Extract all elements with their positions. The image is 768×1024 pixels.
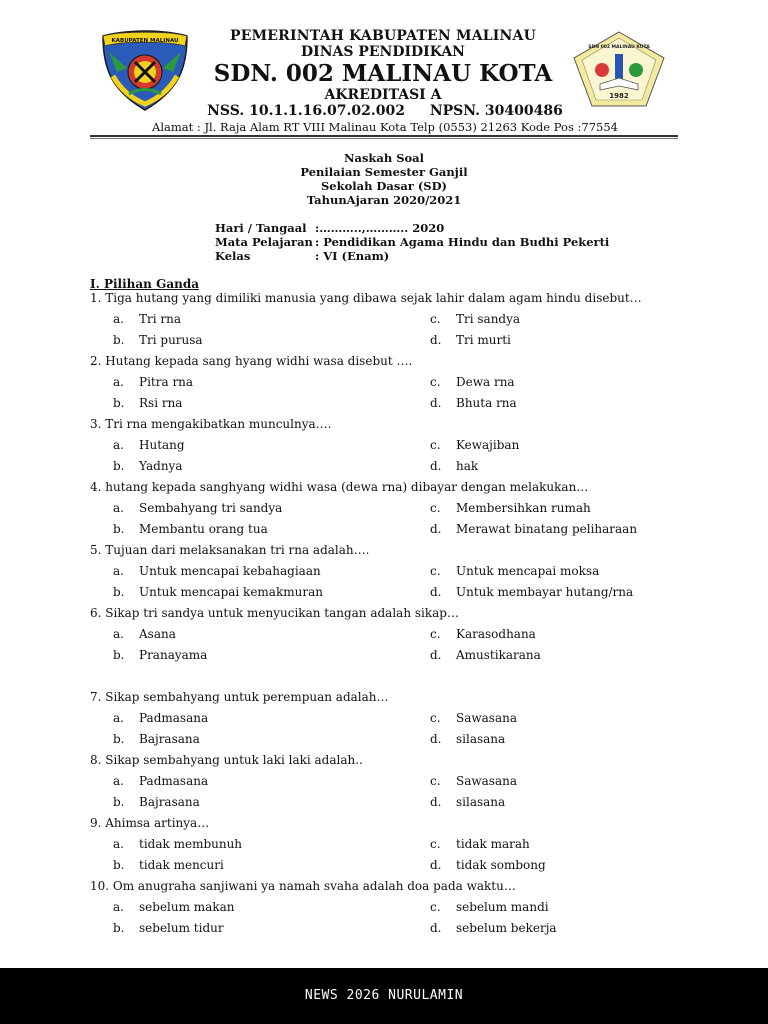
option-text: Bajrasana [139,795,200,809]
right-logo-year: 1982 [609,92,629,100]
option-a [113,711,208,725]
option-d [430,333,511,347]
letterhead-department: DINAS PENDIDIKAN [301,44,465,60]
left-logo-label: KABUPATEN MALINAU [111,38,179,44]
meta-class [215,249,389,263]
letterhead-divider [90,135,678,137]
right-logo-label: SDN 002 MALINAU KOTA [588,45,650,50]
doc-title: Naskah Soal [343,151,425,165]
option-letter: b. [113,333,125,347]
option-letter: a. [113,438,124,452]
option-text: Bhuta rna [456,396,517,410]
question-text: 7. Sikap sembahyang untuk perempuan adalah… [90,690,389,704]
option-letter: a. [113,900,124,914]
option-letter: d. [430,858,442,872]
option-a [113,627,176,641]
option-text: Merawat binatang peliharaan [456,522,638,536]
option-a [113,501,282,515]
option-c [430,501,591,515]
option-letter: a. [113,774,124,788]
question-text: 9. Ahimsa artinya… [90,816,210,830]
option-letter: d. [430,585,442,599]
option-letter: a. [113,501,124,515]
option-d [430,921,557,935]
option-letter: b. [113,396,125,410]
option-text: Bajrasana [139,732,200,746]
question-text: 3. Tri rna mengakibatkan munculnya…. [90,417,332,431]
option-text: Untuk mencapai moksa [456,564,600,578]
option-letter: c. [430,375,441,389]
option-c [430,837,530,851]
option-letter: c. [430,564,441,578]
option-text: Untuk mencapai kemakmuran [139,585,323,599]
option-d [430,522,637,536]
question-text: 1. Tiga hutang yang dimiliki manusia yang dibawa sejak lahir dalam agam hindu disebut… [90,291,642,305]
option-letter: c. [430,312,441,326]
question-text: 10. Om anugraha sanjiwani ya namah svaha adalah doa pada waktu… [90,879,516,893]
option-a [113,564,321,578]
option-b [113,396,182,410]
option-letter: a. [113,312,124,326]
option-d [430,585,633,599]
option-a [113,900,235,914]
option-letter: b. [113,795,125,809]
option-letter: c. [430,774,441,788]
option-b [113,795,200,809]
option-text: sebelum makan [139,900,235,914]
option-d [430,648,541,662]
school-address: Alamat : Jl. Raja Alam RT VIII Malinau Kota Telp (0553) 21263 Kode Pos :77554 [152,120,618,134]
option-text: Pranayama [139,648,208,662]
option-text: Tri purusa [139,333,203,347]
option-text: Asana [139,627,176,641]
option-a [113,375,193,389]
option-c [430,564,599,578]
option-text: silasana [456,732,506,746]
option-letter: b. [113,459,125,473]
meta-class-label: Kelas [215,249,251,263]
option-d [430,459,478,473]
option-text: tidak marah [456,837,530,851]
option-text: Sawasana [456,774,517,788]
option-text: Sawasana [456,711,517,725]
option-c [430,711,517,725]
option-a [113,438,185,452]
doc-subtitle-assessment: Penilaian Semester Ganjil [300,165,468,179]
option-text: Hutang [139,438,185,452]
option-text: Rsi rna [139,396,183,410]
option-letter: b. [113,921,125,935]
option-letter: c. [430,711,441,725]
option-text: Sembahyang tri sandya [139,501,283,515]
meta-subject-label: Mata Pelajaran [215,235,313,249]
option-letter: d. [430,459,442,473]
option-letter: a. [113,375,124,389]
option-letter: b. [113,858,125,872]
option-letter: a. [113,627,124,641]
option-c [430,774,517,788]
option-letter: d. [430,795,442,809]
meta-subject [215,235,609,249]
option-c [430,438,519,452]
option-text: tidak sombong [456,858,546,872]
option-text: Untuk membayar hutang/rna [456,585,634,599]
option-text: sebelum mandi [456,900,549,914]
option-b [113,858,224,872]
meta-day-label: Hari / Tangaal [215,221,307,235]
option-text: Amustikarana [456,648,541,662]
npsn-number: NPSN. 30400486 [429,103,563,119]
letterhead-government: PEMERINTAH KABUPATEN MALINAU [229,28,537,44]
regency-emblem-logo [99,28,191,112]
option-text: hak [456,459,479,473]
school-ids [180,103,590,119]
option-b [113,459,183,473]
option-c [430,312,520,326]
option-c [430,627,536,641]
section-heading: I. Pilihan Ganda [90,277,199,291]
option-a [113,837,242,851]
letterhead-accreditation: AKREDITASI A [324,87,442,103]
option-c [430,375,515,389]
question-text: 2. Hutang kepada sang hyang widhi wasa disebut …. [90,354,413,368]
letterhead-divider-thin [90,138,678,139]
option-letter: d. [430,333,442,347]
option-a [113,312,181,326]
question-text: 5. Tujuan dari melaksanakan tri rna adalah…. [90,543,370,557]
option-letter: a. [113,837,124,851]
option-b [113,585,323,599]
option-letter: b. [113,522,125,536]
option-text: Yadnya [139,459,183,473]
option-letter: d. [430,396,442,410]
question-text: 8. Sikap sembahyang untuk laki laki adalah.. [90,753,363,767]
meta-subject-value: : Pendidikan Agama Hindu dan Budhi Pekerti [315,235,610,249]
option-letter: a. [113,564,124,578]
option-text: sebelum bekerja [456,921,557,935]
option-text: Dewa rna [456,375,515,389]
option-text: Padmasana [139,711,209,725]
option-text: Karasodhana [456,627,536,641]
nss-number: NSS. 10.1.1.16.07.02.002 [207,103,405,119]
question-text: 6. Sikap tri sandya untuk menyucikan tangan adalah sikap… [90,606,459,620]
option-text: silasana [456,795,506,809]
option-letter: a. [113,711,124,725]
option-d [430,858,546,872]
option-text: Kewajiban [456,438,520,452]
option-letter: c. [430,900,441,914]
meta-day-value: :………..,……….. 2020 [315,221,445,235]
doc-subtitle-year: TahunAjaran 2020/2021 [306,193,462,207]
option-b [113,522,268,536]
question-text: 4. hutang kepada sanghyang widhi wasa (dewa rna) dibayar dengan melakukan… [90,480,589,494]
option-b [113,732,200,746]
option-text: Tri sandya [456,312,521,326]
option-text: tidak mencuri [139,858,224,872]
option-text: Tri murti [456,333,511,347]
option-letter: b. [113,585,125,599]
option-d [430,396,517,410]
option-text: Pitra rna [139,375,194,389]
option-letter: c. [430,438,441,452]
option-text: Untuk mencapai kebahagiaan [139,564,321,578]
option-d [430,732,505,746]
option-letter: d. [430,732,442,746]
option-a [113,774,208,788]
option-text: Tri rna [139,312,182,326]
option-b [113,921,224,935]
option-letter: c. [430,501,441,515]
option-letter: b. [113,648,125,662]
option-letter: c. [430,837,441,851]
option-text: sebelum tidur [139,921,224,935]
option-c [430,900,549,914]
option-letter: b. [113,732,125,746]
option-text: tidak membunuh [139,837,243,851]
option-b [113,333,203,347]
option-d [430,795,505,809]
meta-class-value: : VI (Enam) [315,249,390,263]
option-text: Membantu orang tua [139,522,268,536]
option-text: Padmasana [139,774,209,788]
meta-day [215,221,444,235]
option-b [113,648,207,662]
option-letter: d. [430,648,442,662]
option-letter: d. [430,522,442,536]
footer-banner: NEWS 2026 NURULAMIN [0,968,768,1024]
option-letter: c. [430,627,441,641]
school-emblem-logo [572,30,666,108]
option-letter: d. [430,921,442,935]
doc-subtitle-level: Sekolah Dasar (SD) [320,179,448,193]
option-text: Membersihkan rumah [456,501,591,515]
letterhead-school-name: SDN. 002 MALINAU KOTA [213,60,553,87]
